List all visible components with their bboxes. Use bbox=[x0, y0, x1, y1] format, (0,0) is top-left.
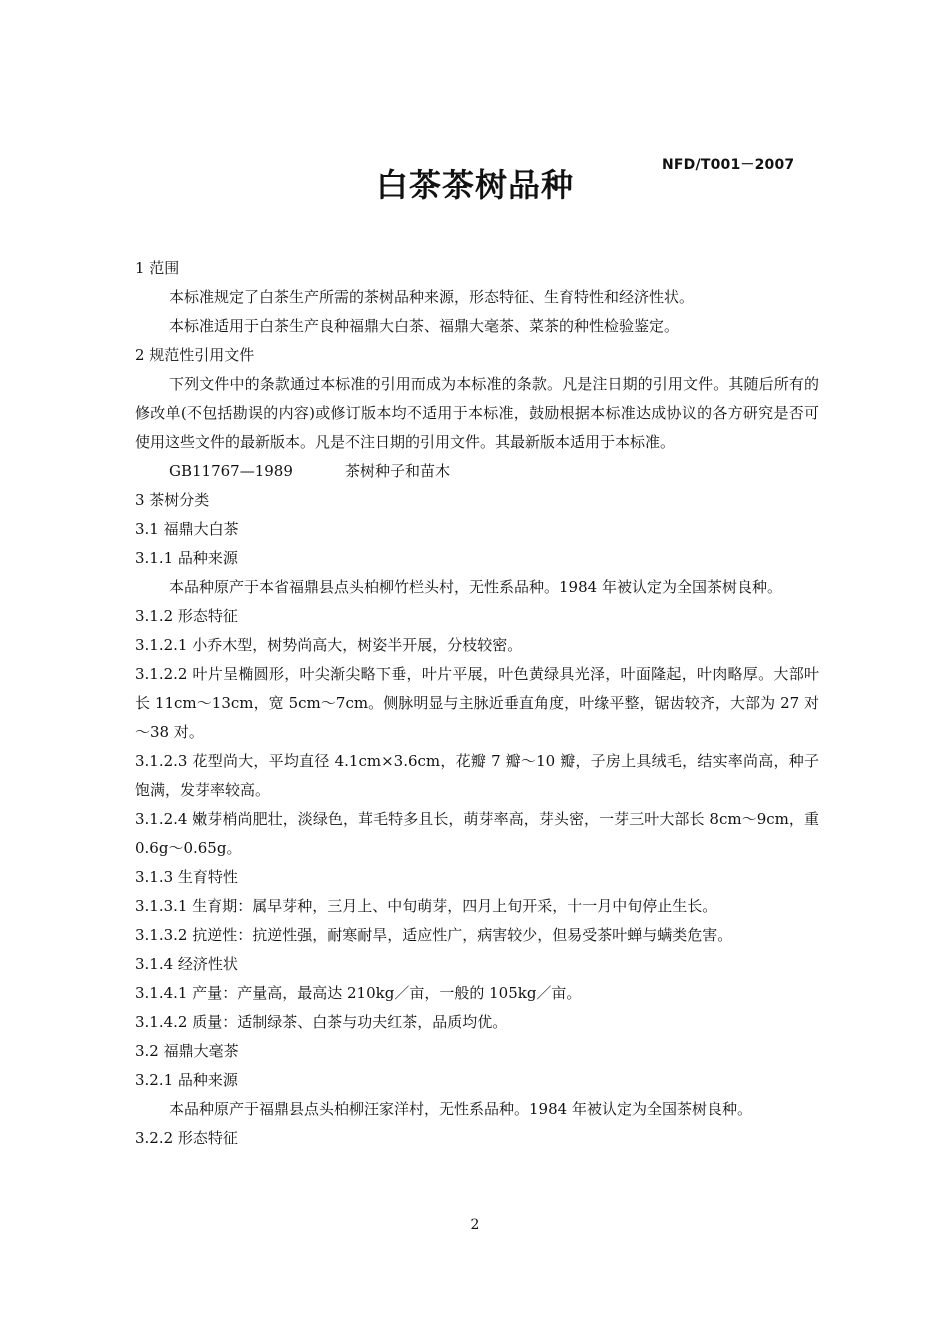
paragraph: 本品种原产于本省福鼎县点头柏柳竹栏头村，无性系品种。1984 年被认定为全国茶树良种。 bbox=[169, 578, 782, 596]
reference-code: GB11767—1989 bbox=[169, 462, 293, 480]
subsection-heading: 3.1.1 品种来源 bbox=[135, 549, 238, 567]
reference-item bbox=[135, 457, 819, 486]
subsection-heading: 3.1.2 形态特征 bbox=[135, 607, 238, 625]
clause: 3.1.2.4 嫩芽梢尚肥壮，淡绿色，茸毛特多且长，萌芽率高，芽头密，一芽三叶大部长 8cm～9cm，重 0.6g～0.65g。 bbox=[135, 810, 819, 857]
clause: 3.1.4.2 质量：适制绿茶、白茶与功夫红茶，品质均优。 bbox=[135, 1013, 508, 1031]
reference-title: 茶树种子和苗木 bbox=[345, 462, 451, 480]
document-title: 白茶茶树品种 bbox=[375, 166, 574, 204]
subsection-heading: 3.2.2 形态特征 bbox=[135, 1129, 238, 1147]
section-heading-normative-references: 2 规范性引用文件 bbox=[135, 346, 255, 364]
clause: 3.1.2.1 小乔木型，树势尚高大，树姿半开展，分枝较密。 bbox=[135, 636, 523, 654]
paragraph: 本品种原产于福鼎县点头柏柳汪家洋村，无性系品种。1984 年被认定为全国茶树良种。 bbox=[169, 1100, 752, 1118]
subsection-heading: 3.1.4 经济性状 bbox=[135, 955, 238, 973]
paragraph: 本标准适用于白茶生产良种福鼎大白茶、福鼎大毫茶、菜茶的种性检验鉴定。 bbox=[169, 317, 680, 335]
subsection-heading: 3.2 福鼎大毫茶 bbox=[135, 1042, 239, 1060]
clause: 3.1.2.2 叶片呈椭圆形，叶尖渐尖略下垂，叶片平展，叶色黄绿具光泽，叶面隆起，叶肉略厚。大部叶长 11cm～13cm，宽 5cm～7cm。侧脉明显与主脉近垂直角度，叶缘平整，锯齿较齐，大部为 27 对～38 对。 bbox=[135, 665, 819, 741]
paragraph: 下列文件中的条款通过本标准的引用而成为本标准的条款。凡是注日期的引用文件。其随后所有的修改单(不包括勘误的内容)或修订版本均不适用于本标准，鼓励根据本标准达成协议的各方研究是否可使用这些文件的最新版本。凡是不注日期的引用文件。其最新版本适用于本标准。 bbox=[135, 375, 819, 451]
clause: 3.1.3.2 抗逆性：抗逆性强，耐寒耐旱，适应性广，病害较少，但易受茶叶蝉与螨类危害。 bbox=[135, 926, 733, 944]
subsection-heading: 3.1.3 生育特性 bbox=[135, 868, 238, 886]
paragraph: 本标准规定了白茶生产所需的茶树品种来源，形态特征、生育特性和经济性状。 bbox=[169, 288, 695, 306]
subsection-heading: 3.1 福鼎大白茶 bbox=[135, 520, 239, 538]
document-body bbox=[135, 254, 819, 1153]
clause: 3.1.2.3 花型尚大，平均直径 4.1cm×3.6cm，花瓣 7 瓣～10 瓣，子房上具绒毛，结实率尚高，种子饱满，发芽率较高。 bbox=[135, 752, 819, 799]
clause: 3.1.4.1 产量：产量高，最高达 210kg／亩，一般的 105kg／亩。 bbox=[135, 984, 582, 1002]
standard-code: NFD/T001－2007 bbox=[662, 157, 795, 173]
section-heading-scope: 1 范围 bbox=[135, 259, 180, 277]
section-heading-classification: 3 茶树分类 bbox=[135, 491, 210, 509]
page-number: 2 bbox=[470, 1217, 480, 1233]
subsection-heading: 3.2.1 品种来源 bbox=[135, 1071, 238, 1089]
clause: 3.1.3.1 生育期：属早芽种，三月上、中旬萌芽，四月上旬开采，十一月中旬停止生长。 bbox=[135, 897, 718, 915]
